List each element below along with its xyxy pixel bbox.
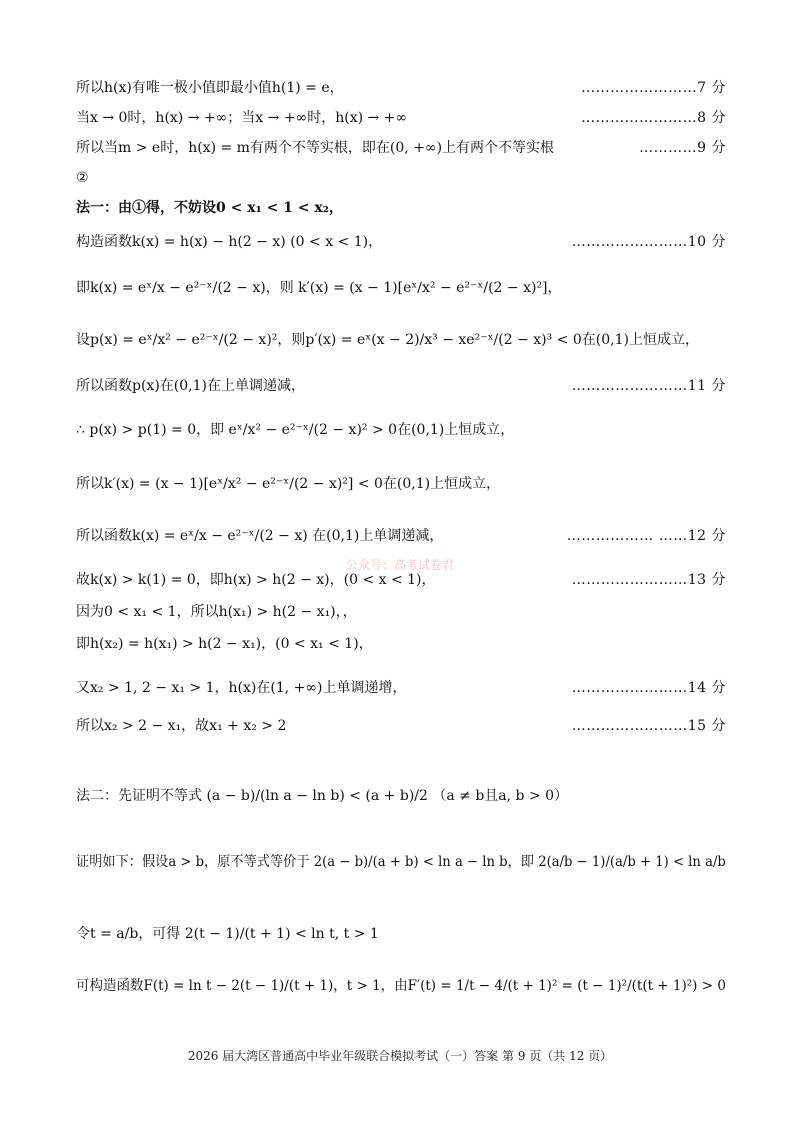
solution-line-10: ∴ p(x) > p(1) = 0，即 eˣ/x² − e²⁻ˣ/(2 − x)² > 0在(0,1)上恒成立，	[76, 422, 515, 438]
score-14: ……………………14 分	[571, 680, 726, 696]
solution-line-15: 即h(x₂) = h(x₁) > h(2 − x₁)，(0 < x₁ < 1)，	[76, 636, 373, 652]
score-8: ……………………8 分	[581, 110, 726, 126]
solution-line-11: 所以k′(x) = (x − 1)[eˣ/x² − e²⁻ˣ/(2 − x)²] < 0在(0,1)上恒成立，	[76, 476, 501, 492]
part-marker: ②	[76, 170, 89, 186]
solution-line-21: 可构造函数F(t) = ln t − 2(t − 1)/(t + 1)，t > 1，由F′(t) = 1/t − 4/(t + 1)² = (t − 1)²/(t(t + 1)²) > 0	[76, 978, 726, 994]
solution-line-12: 所以函数k(x) = eˣ/x − e²⁻ˣ/(2 − x) 在(0,1)上单调递减， ……………… ……12 分	[76, 528, 726, 544]
solution-line-6: 构造函数k(x) = h(x) − h(2 − x) (0 < x < 1)， ……………………10 分	[76, 234, 726, 250]
solution-line-7: 即k(x) = eˣ/x − e²⁻ˣ/(2 − x)，则 k′(x) = (x − 1)[eˣ/x² − e²⁻ˣ/(2 − x)²]，	[76, 280, 562, 296]
score-12: ……………… ……12 分	[566, 528, 726, 544]
solution-line-13: 故k(x) > k(1) = 0，即h(x) > h(2 − x)，(0 < x < 1)， ……………………13 分	[76, 572, 726, 588]
solution-line-1: 所以h(x)有唯一极小值即最小值h(1) = e， ……………………7 分	[76, 80, 726, 96]
solution-line-17: 所以x₂ > 2 − x₁，故x₁ + x₂ > 2 ……………………15 分	[76, 718, 726, 734]
method-two-heading: 法二：先证明不等式 (a − b)/(ln a − ln b) < (a + b)/2 （a ≠ b且a, b > 0）	[76, 788, 569, 804]
solution-line-19: 证明如下：假设a > b，原不等式等价于 2(a − b)/(a + b) < ln a − ln b，即 2(a/b − 1)/(a/b + 1) < ln a/b	[76, 854, 726, 870]
solution-line-3: 所以当m > e时，h(x) = m有两个不等实根，即在(0, +∞)上有两个不等实根 …………9 分	[76, 140, 726, 156]
solution-line-14: 因为0 < x₁ < 1，所以h(x₁) > h(2 − x₁)，，	[76, 604, 357, 620]
solution-line-8: 设p(x) = eˣ/x² − e²⁻ˣ/(2 − x)²，则p′(x) = eˣ(x − 2)/x³ − xe²⁻ˣ/(2 − x)³ < 0在(0,1)上恒成立，	[76, 332, 699, 348]
score-7: ……………………7 分	[581, 80, 726, 96]
solution-line-2: 当x → 0时，h(x) → +∞；当x → +∞时，h(x) → +∞ ……………………8 分	[76, 110, 726, 126]
solution-line-20: 令t = a/b，可得 2(t − 1)/(t + 1) < ln t, t > 1	[76, 926, 379, 942]
watermark: 公众号：高考试卷君	[346, 558, 455, 572]
solution-line-16: 又x₂ > 1, 2 − x₁ > 1，h(x)在(1, +∞)上单调递增， ……………………14 分	[76, 680, 726, 696]
page-footer: 2026 届大湾区普通高中毕业年级联合模拟考试（一）答案 第 9 页（共 12 页）	[187, 1049, 613, 1063]
score-13: ……………………13 分	[571, 572, 726, 588]
score-15: ……………………15 分	[571, 718, 726, 734]
solution-line-9: 所以函数p(x)在(0,1)在上单调递减， ……………………11 分	[76, 378, 726, 394]
score-9: …………9 分	[639, 140, 726, 156]
score-11: ……………………11 分	[571, 378, 726, 394]
score-10: ……………………10 分	[571, 234, 726, 250]
method-one-heading: 法一：由①得，不妨设0 < x₁ < 1 < x₂，	[76, 200, 343, 216]
